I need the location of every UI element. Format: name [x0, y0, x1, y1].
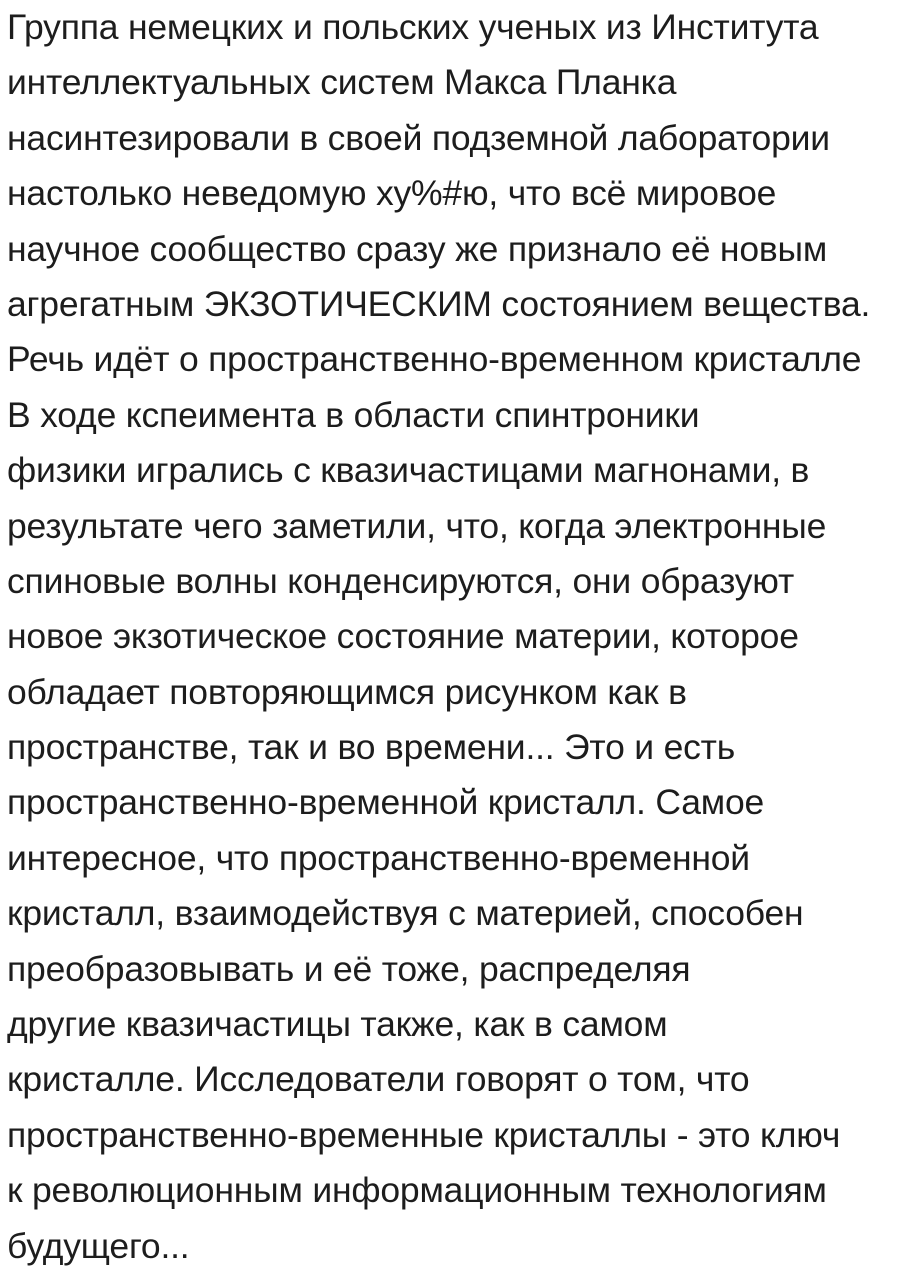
- text-line: Речь идёт о пространственно-временном кристалле: [7, 339, 862, 380]
- text-line: преобразовывать и её тоже, распределяя: [7, 948, 691, 989]
- text-line: спиновые волны конденсируются, они образуют: [7, 560, 795, 601]
- text-line: агрегатным ЭКЗОТИЧЕСКИМ состоянием вещества.: [7, 283, 871, 324]
- text-line: кристалл, взаимодействуя с материей, способен: [7, 893, 804, 934]
- text-line: будущего...: [7, 1225, 190, 1266]
- text-line: пространственно-временные кристаллы - это ключ: [7, 1114, 841, 1155]
- text-line: пространственно-временной кристалл. Самое: [7, 782, 765, 823]
- text-line: настолько неведомую ху%#ю, что всё мировое: [7, 173, 777, 214]
- text-line: В ходе кспеимента в области спинтроники: [7, 394, 700, 435]
- text-line: новое экзотическое состояние материи, которое: [7, 616, 799, 657]
- text-line: результате чего заметили, что, когда электронные: [7, 505, 827, 546]
- post-text: [7, 0, 915, 1274]
- text-line: интересное, что пространственно-временной: [7, 837, 750, 878]
- text-line: научное сообщество сразу же признало её новым: [7, 228, 828, 269]
- text-line: пространстве, так и во времени... Это и есть: [7, 727, 736, 768]
- text-line: интеллектуальных систем Макса Планка: [7, 62, 677, 103]
- text-line: другие квазичастицы также, как в самом: [7, 1004, 668, 1045]
- text-line: физики игрались с квазичастицами магнонами, в: [7, 450, 810, 491]
- text-line: кристалле. Исследователи говорят о том, что: [7, 1059, 750, 1100]
- text-line: обладает повторяющимся рисунком как в: [7, 671, 687, 712]
- text-line: насинтезировали в своей подземной лаборатории: [7, 117, 830, 158]
- text-line: Группа немецких и польских ученых из Института: [7, 7, 819, 47]
- text-line: к революционным информационным технологиям: [7, 1170, 827, 1211]
